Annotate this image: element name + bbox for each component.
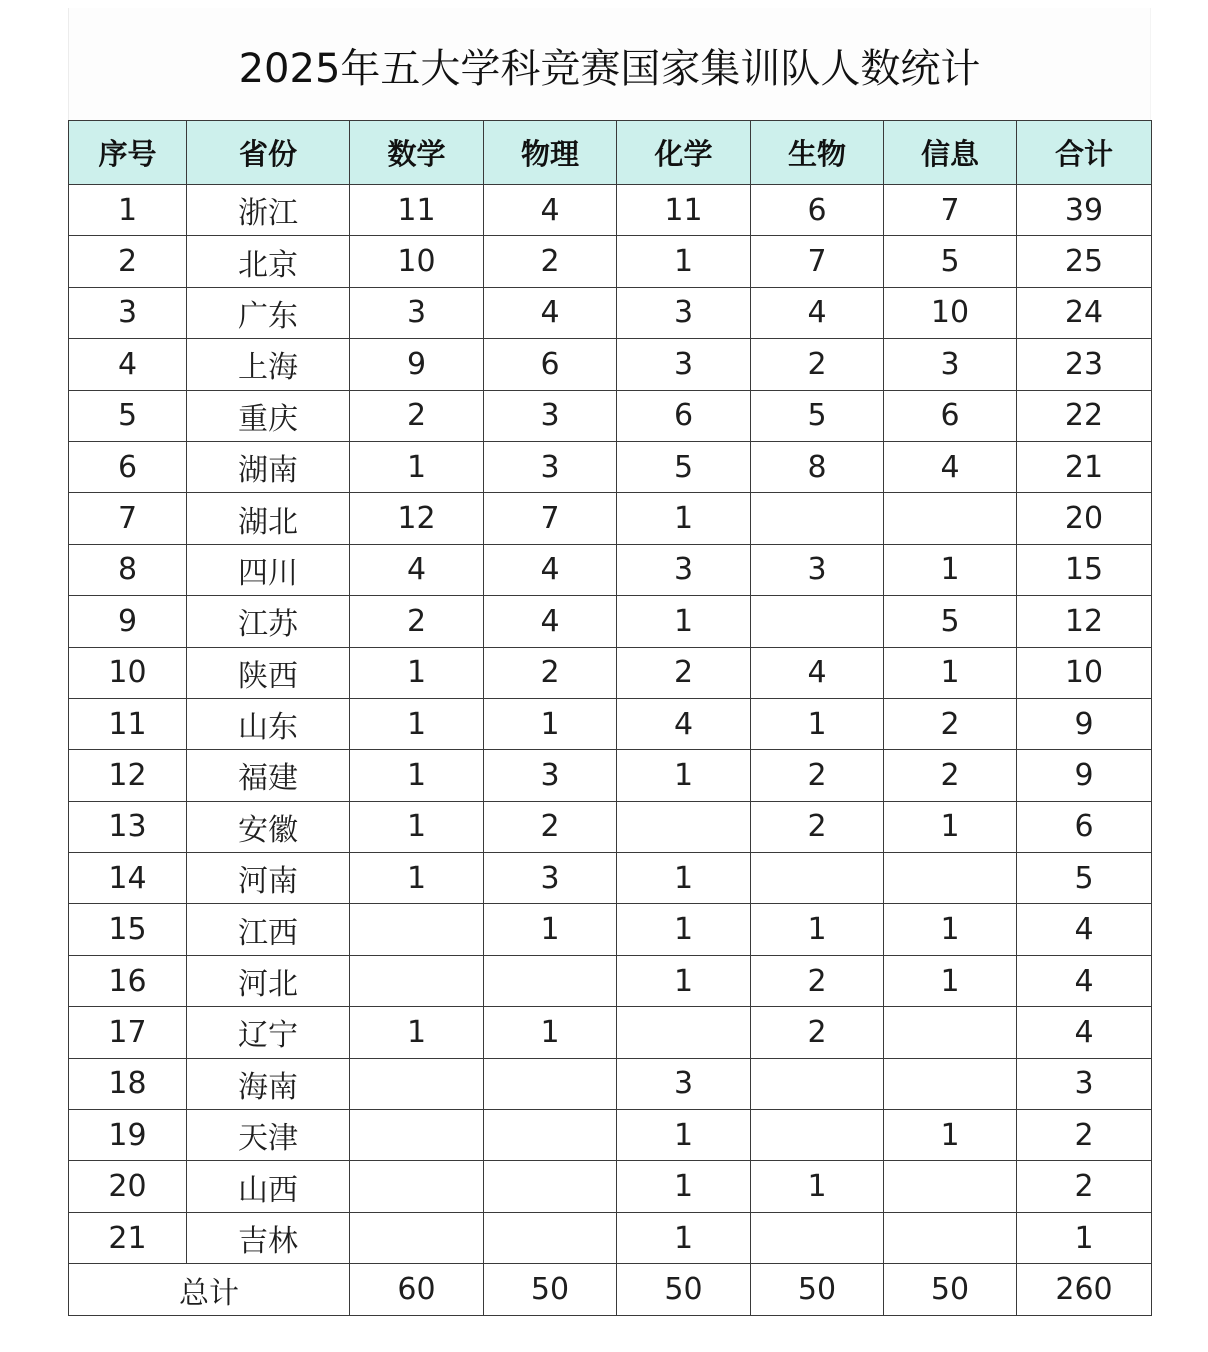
cell-physics: 4 <box>484 544 617 595</box>
cell-index: 6 <box>69 441 187 492</box>
cell-physics: 3 <box>484 390 617 441</box>
cell-physics: 4 <box>484 596 617 647</box>
column-header-math: 数学 <box>350 121 484 185</box>
cell-index: 17 <box>69 1007 187 1058</box>
cell-physics: 3 <box>484 853 617 904</box>
cell-informatics <box>884 1161 1017 1212</box>
table-body <box>69 185 1152 1264</box>
cell-physics <box>484 1058 617 1109</box>
cell-informatics: 1 <box>884 801 1017 852</box>
cell-physics: 7 <box>484 493 617 544</box>
cell-chemistry: 5 <box>617 441 751 492</box>
cell-total: 9 <box>1017 698 1152 749</box>
cell-math: 9 <box>350 339 484 390</box>
total-total: 260 <box>1017 1264 1152 1316</box>
column-header-informatics: 信息 <box>884 121 1017 185</box>
cell-biology <box>751 1058 884 1109</box>
cell-physics <box>484 955 617 1006</box>
cell-total: 22 <box>1017 390 1152 441</box>
cell-physics: 1 <box>484 1007 617 1058</box>
cell-total: 15 <box>1017 544 1152 595</box>
cell-total: 10 <box>1017 647 1152 698</box>
cell-index: 16 <box>69 955 187 1006</box>
cell-math: 2 <box>350 596 484 647</box>
cell-index: 13 <box>69 801 187 852</box>
cell-total: 3 <box>1017 1058 1152 1109</box>
table-row <box>69 801 1152 852</box>
cell-province: 陕西 <box>187 647 350 698</box>
cell-index: 20 <box>69 1161 187 1212</box>
cell-index: 9 <box>69 596 187 647</box>
statistics-table <box>68 120 1152 1316</box>
cell-informatics: 6 <box>884 390 1017 441</box>
cell-total: 39 <box>1017 185 1152 236</box>
cell-biology <box>751 853 884 904</box>
table-row <box>69 698 1152 749</box>
cell-math: 1 <box>350 441 484 492</box>
cell-informatics <box>884 853 1017 904</box>
cell-math: 4 <box>350 544 484 595</box>
cell-math: 1 <box>350 853 484 904</box>
cell-total: 4 <box>1017 955 1152 1006</box>
cell-physics: 3 <box>484 441 617 492</box>
cell-index: 4 <box>69 339 187 390</box>
cell-informatics: 5 <box>884 236 1017 287</box>
cell-informatics: 10 <box>884 287 1017 338</box>
total-math: 60 <box>350 1264 484 1316</box>
cell-province: 上海 <box>187 339 350 390</box>
cell-chemistry: 1 <box>617 1161 751 1212</box>
cell-math: 11 <box>350 185 484 236</box>
table-row <box>69 185 1152 236</box>
cell-math <box>350 904 484 955</box>
cell-informatics <box>884 1212 1017 1263</box>
column-header-index: 序号 <box>69 121 187 185</box>
table-row <box>69 493 1152 544</box>
cell-physics: 2 <box>484 801 617 852</box>
cell-physics: 4 <box>484 185 617 236</box>
cell-physics: 6 <box>484 339 617 390</box>
cell-informatics: 5 <box>884 596 1017 647</box>
cell-chemistry: 1 <box>617 236 751 287</box>
cell-province: 天津 <box>187 1110 350 1161</box>
cell-chemistry: 11 <box>617 185 751 236</box>
cell-index: 19 <box>69 1110 187 1161</box>
cell-biology: 2 <box>751 1007 884 1058</box>
table-row <box>69 441 1152 492</box>
cell-total: 24 <box>1017 287 1152 338</box>
cell-index: 3 <box>69 287 187 338</box>
cell-chemistry: 3 <box>617 287 751 338</box>
spreadsheet <box>68 8 1151 1316</box>
table-row <box>69 339 1152 390</box>
column-header-province: 省份 <box>187 121 350 185</box>
cell-biology: 8 <box>751 441 884 492</box>
cell-province: 四川 <box>187 544 350 595</box>
cell-total: 4 <box>1017 1007 1152 1058</box>
cell-math: 1 <box>350 1007 484 1058</box>
cell-index: 7 <box>69 493 187 544</box>
cell-chemistry: 2 <box>617 647 751 698</box>
table-row <box>69 904 1152 955</box>
table-row <box>69 287 1152 338</box>
cell-chemistry: 1 <box>617 596 751 647</box>
total-biology: 50 <box>751 1264 884 1316</box>
cell-informatics: 3 <box>884 339 1017 390</box>
cell-chemistry: 1 <box>617 853 751 904</box>
cell-physics <box>484 1212 617 1263</box>
cell-biology: 4 <box>751 287 884 338</box>
total-row <box>69 1264 1152 1316</box>
cell-province: 河南 <box>187 853 350 904</box>
column-header-biology: 生物 <box>751 121 884 185</box>
cell-chemistry <box>617 801 751 852</box>
cell-chemistry: 1 <box>617 955 751 1006</box>
cell-informatics <box>884 1058 1017 1109</box>
page-title: 2025年五大学科竞赛国家集训队人数统计 <box>238 45 981 92</box>
cell-math: 2 <box>350 390 484 441</box>
total-informatics: 50 <box>884 1264 1017 1316</box>
table-row <box>69 236 1152 287</box>
cell-chemistry: 4 <box>617 698 751 749</box>
cell-total: 25 <box>1017 236 1152 287</box>
cell-chemistry <box>617 1007 751 1058</box>
table-row <box>69 750 1152 801</box>
cell-province: 江西 <box>187 904 350 955</box>
cell-province: 广东 <box>187 287 350 338</box>
cell-index: 5 <box>69 390 187 441</box>
cell-physics: 4 <box>484 287 617 338</box>
cell-province: 北京 <box>187 236 350 287</box>
cell-province: 福建 <box>187 750 350 801</box>
cell-province: 辽宁 <box>187 1007 350 1058</box>
cell-province: 浙江 <box>187 185 350 236</box>
cell-total: 4 <box>1017 904 1152 955</box>
cell-index: 14 <box>69 853 187 904</box>
cell-biology <box>751 596 884 647</box>
cell-index: 2 <box>69 236 187 287</box>
cell-index: 21 <box>69 1212 187 1263</box>
cell-total: 2 <box>1017 1161 1152 1212</box>
cell-math: 1 <box>350 698 484 749</box>
cell-informatics <box>884 493 1017 544</box>
cell-informatics: 7 <box>884 185 1017 236</box>
cell-physics <box>484 1110 617 1161</box>
table-row <box>69 544 1152 595</box>
cell-chemistry: 3 <box>617 544 751 595</box>
cell-math: 1 <box>350 750 484 801</box>
cell-total: 12 <box>1017 596 1152 647</box>
cell-biology: 5 <box>751 390 884 441</box>
cell-physics: 3 <box>484 750 617 801</box>
cell-biology: 3 <box>751 544 884 595</box>
total-physics: 50 <box>484 1264 617 1316</box>
cell-math <box>350 955 484 1006</box>
cell-chemistry: 3 <box>617 1058 751 1109</box>
column-header-physics: 物理 <box>484 121 617 185</box>
cell-chemistry: 1 <box>617 750 751 801</box>
title-area <box>68 8 1151 120</box>
cell-chemistry: 1 <box>617 1110 751 1161</box>
table-row <box>69 1161 1152 1212</box>
cell-physics <box>484 1161 617 1212</box>
cell-math: 12 <box>350 493 484 544</box>
cell-biology: 6 <box>751 185 884 236</box>
cell-chemistry: 1 <box>617 1212 751 1263</box>
cell-biology: 2 <box>751 955 884 1006</box>
table-row <box>69 647 1152 698</box>
cell-index: 8 <box>69 544 187 595</box>
cell-province: 湖北 <box>187 493 350 544</box>
cell-total: 9 <box>1017 750 1152 801</box>
cell-index: 10 <box>69 647 187 698</box>
cell-biology: 2 <box>751 801 884 852</box>
cell-province: 山东 <box>187 698 350 749</box>
column-header-total: 合计 <box>1017 121 1152 185</box>
cell-biology <box>751 493 884 544</box>
cell-informatics: 2 <box>884 698 1017 749</box>
cell-math: 10 <box>350 236 484 287</box>
cell-biology: 2 <box>751 339 884 390</box>
table-row <box>69 955 1152 1006</box>
cell-biology: 1 <box>751 698 884 749</box>
cell-informatics: 1 <box>884 544 1017 595</box>
cell-math <box>350 1161 484 1212</box>
cell-chemistry: 1 <box>617 493 751 544</box>
cell-math <box>350 1058 484 1109</box>
cell-math <box>350 1212 484 1263</box>
cell-index: 18 <box>69 1058 187 1109</box>
cell-informatics <box>884 1007 1017 1058</box>
table-row <box>69 596 1152 647</box>
cell-informatics: 2 <box>884 750 1017 801</box>
column-header-chemistry: 化学 <box>617 121 751 185</box>
cell-math <box>350 1110 484 1161</box>
cell-biology: 1 <box>751 904 884 955</box>
cell-chemistry: 1 <box>617 904 751 955</box>
cell-total: 5 <box>1017 853 1152 904</box>
cell-total: 23 <box>1017 339 1152 390</box>
table-row <box>69 390 1152 441</box>
cell-total: 6 <box>1017 801 1152 852</box>
cell-informatics: 1 <box>884 647 1017 698</box>
table-row <box>69 1212 1152 1263</box>
cell-total: 20 <box>1017 493 1152 544</box>
table-row <box>69 1007 1152 1058</box>
cell-physics: 1 <box>484 698 617 749</box>
total-label: 总计 <box>69 1264 350 1316</box>
cell-informatics: 1 <box>884 1110 1017 1161</box>
table-row <box>69 1110 1152 1161</box>
cell-biology: 7 <box>751 236 884 287</box>
cell-biology <box>751 1110 884 1161</box>
cell-index: 1 <box>69 185 187 236</box>
cell-biology <box>751 1212 884 1263</box>
cell-math: 1 <box>350 801 484 852</box>
table-row <box>69 1058 1152 1109</box>
cell-informatics: 1 <box>884 904 1017 955</box>
cell-informatics: 4 <box>884 441 1017 492</box>
cell-province: 海南 <box>187 1058 350 1109</box>
header-row <box>69 121 1152 185</box>
cell-physics: 2 <box>484 647 617 698</box>
cell-biology: 4 <box>751 647 884 698</box>
cell-math: 1 <box>350 647 484 698</box>
cell-index: 12 <box>69 750 187 801</box>
cell-chemistry: 3 <box>617 339 751 390</box>
cell-informatics: 1 <box>884 955 1017 1006</box>
cell-total: 2 <box>1017 1110 1152 1161</box>
table-row <box>69 853 1152 904</box>
cell-total: 1 <box>1017 1212 1152 1263</box>
cell-index: 11 <box>69 698 187 749</box>
cell-province: 吉林 <box>187 1212 350 1263</box>
cell-biology: 2 <box>751 750 884 801</box>
cell-math: 3 <box>350 287 484 338</box>
cell-physics: 2 <box>484 236 617 287</box>
cell-biology: 1 <box>751 1161 884 1212</box>
total-chemistry: 50 <box>617 1264 751 1316</box>
cell-physics: 1 <box>484 904 617 955</box>
cell-province: 重庆 <box>187 390 350 441</box>
cell-index: 15 <box>69 904 187 955</box>
cell-total: 21 <box>1017 441 1152 492</box>
cell-province: 河北 <box>187 955 350 1006</box>
cell-province: 湖南 <box>187 441 350 492</box>
cell-province: 山西 <box>187 1161 350 1212</box>
cell-province: 江苏 <box>187 596 350 647</box>
cell-province: 安徽 <box>187 801 350 852</box>
cell-chemistry: 6 <box>617 390 751 441</box>
